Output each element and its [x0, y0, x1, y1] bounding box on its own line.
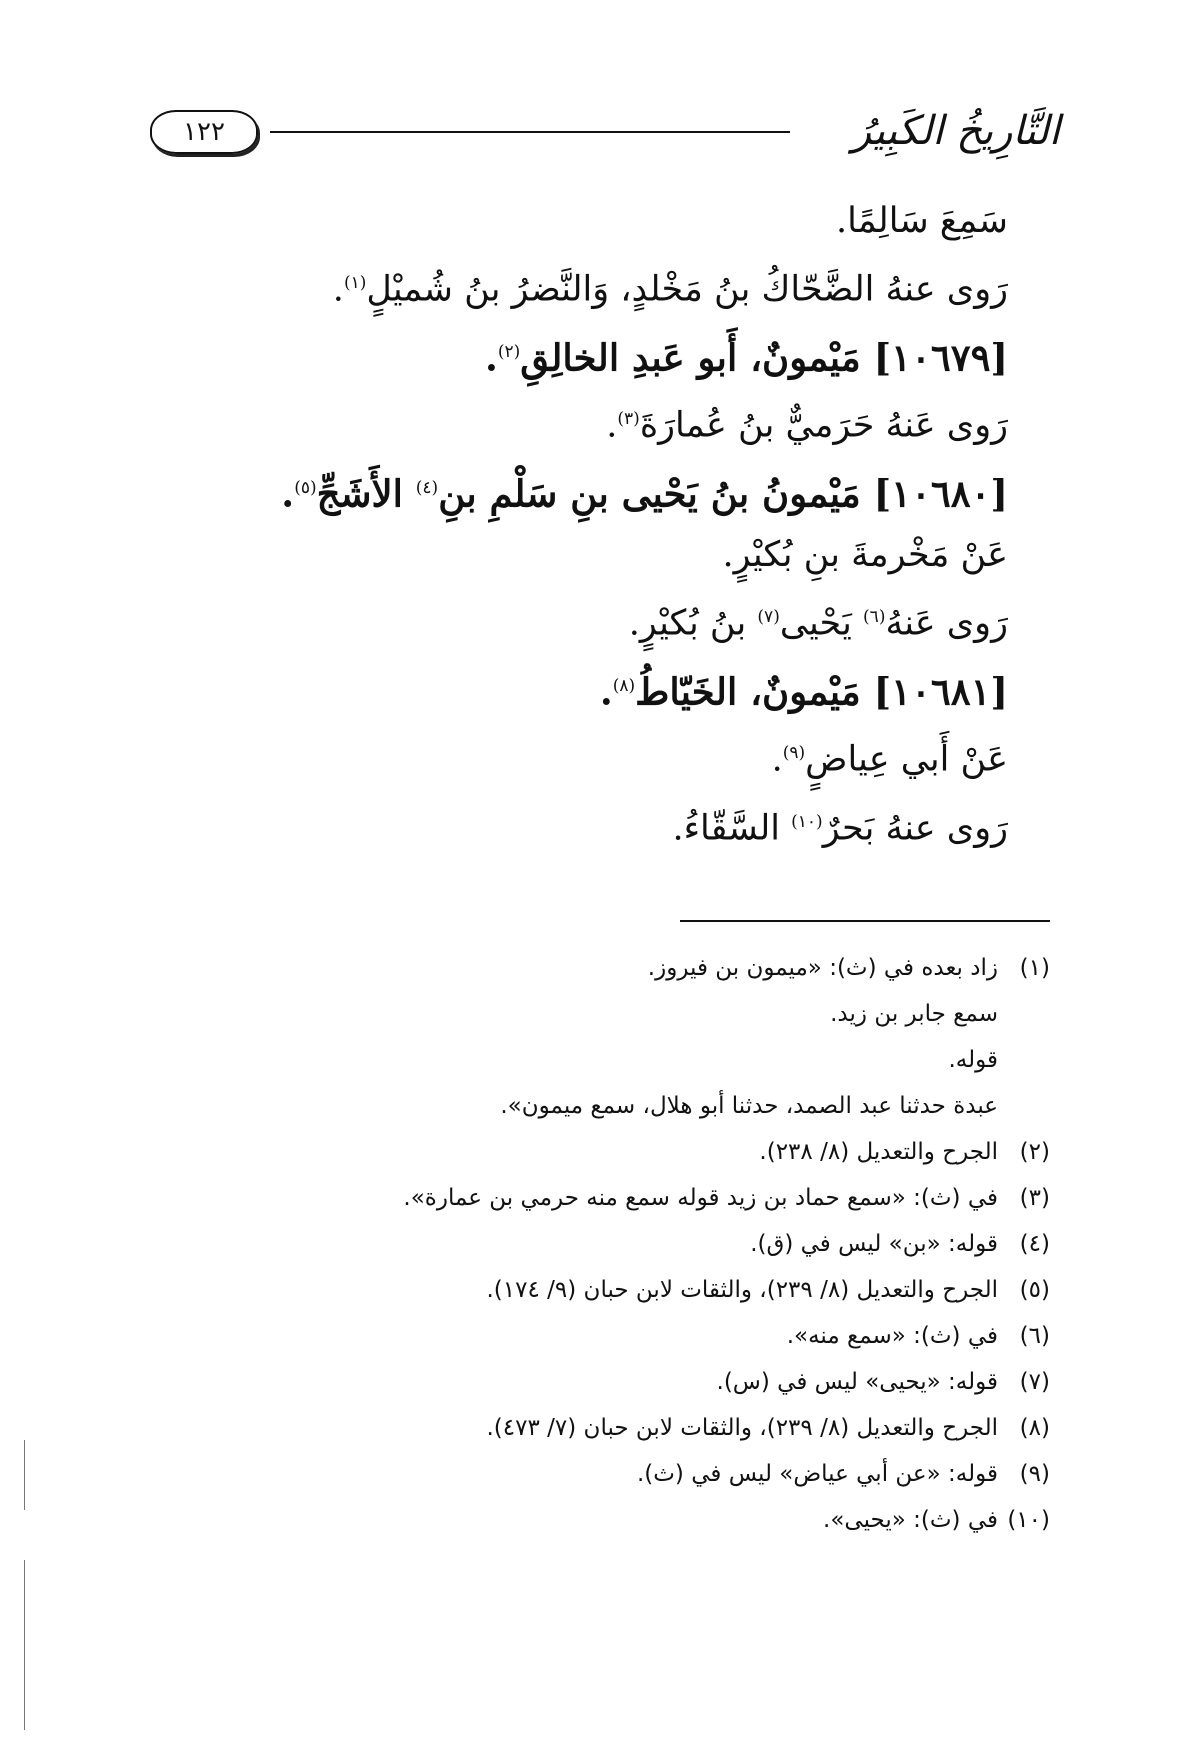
footnote-marker: (٦)	[863, 606, 886, 627]
footnotes	[230, 945, 1050, 1543]
scan-margin-mark	[24, 1440, 25, 1510]
page-number: ١٢٢	[183, 117, 225, 147]
footnote-marker: (٥)	[294, 477, 317, 498]
footnote: (٨)الجرح والتعديل (٨/ ٢٣٩)، والثقات لابن حبان (٧/ ٤٧٣).	[230, 1405, 1050, 1451]
footnote: (١)زاد بعده في (ث): «ميمون بن فيروز.	[230, 945, 1050, 991]
footnote-number: (٦)	[1019, 1323, 1050, 1349]
footnote: (٢)الجرح والتعديل (٨/ ٢٣٨).	[230, 1129, 1050, 1175]
text-line: رَوى عَنهُ حَرَميٌّ بنُ عُمارَةَ$^{(٣)}$.	[606, 405, 1008, 446]
footnote-continuation: قوله.	[948, 1047, 998, 1073]
footnote-marker: (٣)	[617, 408, 640, 429]
footnote-marker: (٩)	[782, 742, 806, 763]
footnote-separator	[680, 920, 1050, 922]
entry-heading: [١٠٦٧٩] مَيْمونٌ، أَبو عَبدِ الخالِقِ$^{(٢)}$.	[484, 334, 1008, 379]
footnote-number: (١)	[1019, 955, 1050, 981]
footnote-marker: (١)	[343, 273, 367, 293]
footnote-number: (٣)	[1019, 1185, 1050, 1211]
footnote: (٦)في (ث): «سمع منه».	[230, 1313, 1050, 1359]
entry-heading: [١٠٦٨١] مَيْمونٌ، الخَيّاطُ$^{(٨)}$.	[599, 668, 1008, 713]
footnote-continuation: عبدة حدثنا عبد الصمد، حدثنا أبو هلال، سمع ميمون».	[500, 1093, 998, 1119]
main-text	[188, 190, 1008, 859]
text-line: عَنْ أَبي عِياضٍ$^{(٩)}$.	[771, 739, 1008, 780]
footnote-number: (٢)	[1019, 1139, 1050, 1165]
book-title: التَّارِيخُ الكَبِيرُ	[851, 108, 1060, 154]
running-header	[150, 104, 1060, 160]
footnote-number: (٤)	[1019, 1231, 1050, 1257]
footnote-number: (٧)	[1019, 1369, 1050, 1395]
footnote-number: (٨)	[1019, 1415, 1050, 1441]
text-line: رَوى عنهُ بَحرٌ$^{(١٠)}$ السَّقّاءُ.	[672, 808, 1008, 849]
footnote-number: (١٠)	[1007, 1507, 1050, 1533]
footnote: (١٠)في (ث): «يحيى».	[230, 1497, 1050, 1543]
footnote: (٤)قوله: «بن» ليس في (ق).	[230, 1221, 1050, 1267]
footnote-marker: (٨)	[612, 675, 636, 696]
text-line: سَمِعَ سَالِمًا.	[836, 201, 1008, 241]
footnote-continuation: سمع جابر بن زيد.	[830, 1001, 998, 1027]
entry-heading: [١٠٦٨٠] مَيْمونُ بنُ يَحْيى بنِ سَلْمِ بنِ$^{(٤)}$ الأَشَجِّ$^{(٥)}$.	[281, 470, 1008, 515]
page-number-badge	[150, 110, 258, 154]
footnote: (٩)قوله: «عن أبي عياض» ليس في (ث).	[230, 1451, 1050, 1497]
footnote: (٧)قوله: «يحيى» ليس في (س).	[230, 1359, 1050, 1405]
text-line: عَنْ مَخْرمةَ بنِ بُكيْرٍ.	[722, 534, 1008, 575]
footnote-marker: (٢)	[497, 341, 521, 362]
footnote: (٣)في (ث): «سمع حماد بن زيد قوله سمع منه حرمي بن عمارة».	[230, 1175, 1050, 1221]
footnote-number: (٩)	[1019, 1461, 1050, 1487]
footnote-marker: (٤)	[415, 477, 439, 498]
text-line: رَوى عنهُ الضَّحّاكُ بنُ مَخْلدٍ، وَالنَّضرُ بنُ شُميْلٍ$^{(١)}$.	[332, 269, 1008, 310]
footnote-number: (٥)	[1019, 1277, 1050, 1303]
scan-margin-mark	[24, 1560, 25, 1730]
footnote-marker: (٧)	[757, 606, 780, 627]
footnote-marker: (١٠)	[791, 811, 823, 832]
text-line: رَوى عَنهُ$^{(٦)}$ يَحْيى$^{(٧)}$ بنُ بُكيْرٍ.	[628, 603, 1008, 644]
footnote: (٥)الجرح والتعديل (٨/ ٢٣٩)، والثقات لابن حبان (٩/ ١٧٤).	[230, 1267, 1050, 1313]
header-rule	[270, 131, 790, 133]
